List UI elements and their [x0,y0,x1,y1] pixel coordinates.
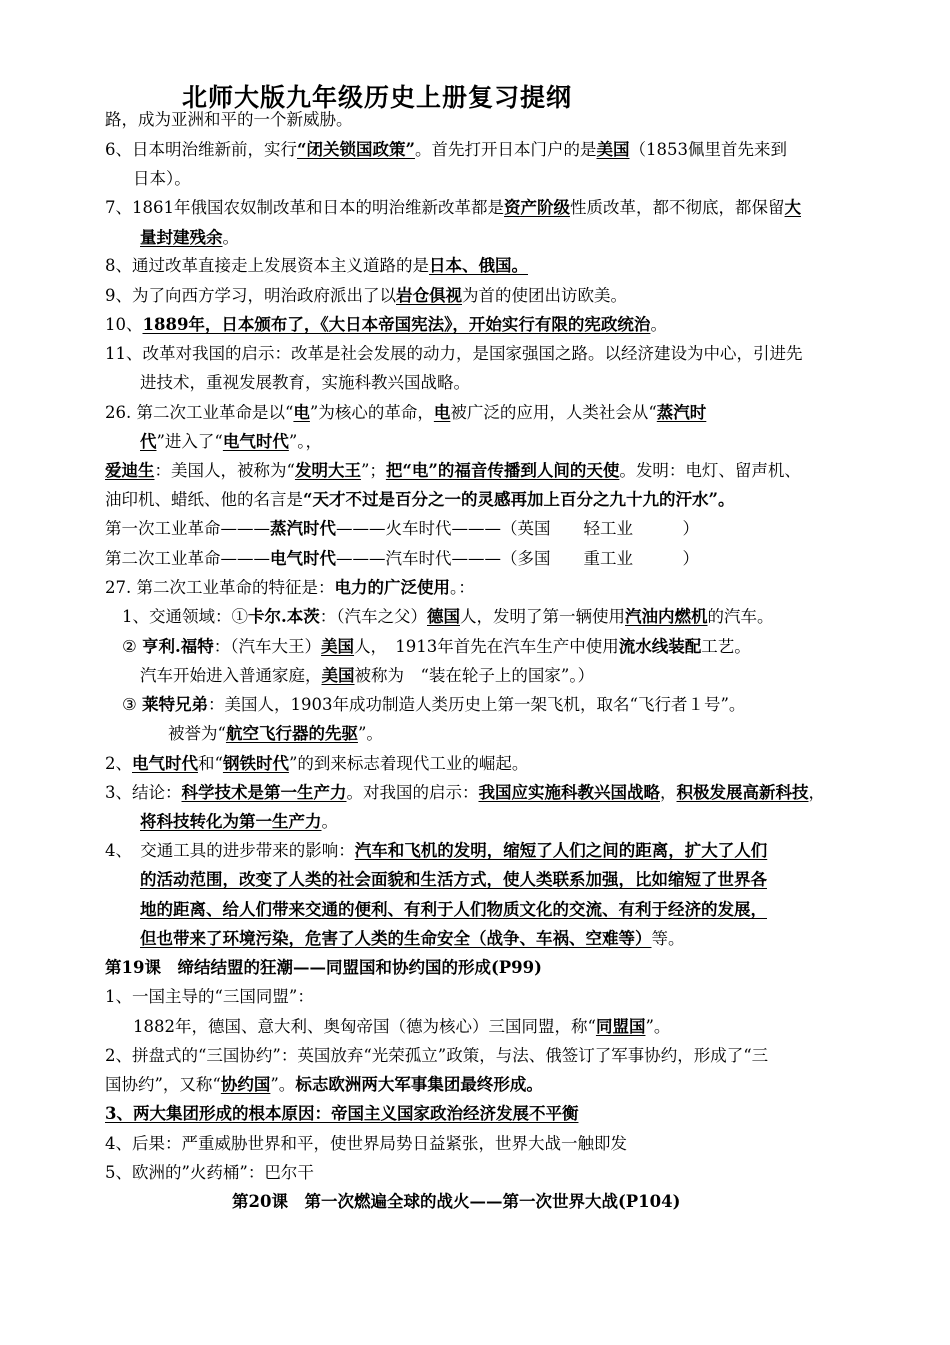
text-line [105,255,528,277]
text-line [140,372,470,394]
text-segment: ”的到来标志着现代工业的崛起。 [288,754,529,773]
text-segment: ② [122,637,143,656]
text-line [140,431,322,453]
text-line [105,957,542,979]
text-segment: 1889年，日本颁布了，《大日本帝国宪法》，开始实行有限的宪政统治 [142,315,651,334]
text-segment: 协约国 [220,1075,271,1094]
text-segment: 5、欧洲的”火药桶”：巴尔干 [105,1163,314,1182]
text-line [140,869,767,891]
text-line [105,1045,768,1067]
text-segment: ：美国人，1903年成功制造人类历史上第一架飞机，取名“飞行者１号”。 [208,695,746,714]
text-segment: 莱特兄弟 [142,695,209,714]
text-segment: 人， 1913年首先在汽车生产中使用 [354,637,619,656]
text-segment: 电气时代 [270,549,336,568]
text-segment: 第19课 缔结结盟的狂潮——同盟国和协约国的形成(P99) [105,958,542,977]
text-line [140,928,685,950]
text-segment: 工艺。 [701,637,751,656]
text-segment: ：（汽车大王） [213,637,322,656]
text-line [122,694,745,716]
text-line [105,753,528,775]
text-segment: ”。 [357,724,383,743]
text-segment: 日本）。 [133,169,191,188]
text-segment: 人，发明了第一辆使用 [460,607,625,626]
text-segment: 卡尔.本茨 [248,607,320,626]
text-line [122,636,751,658]
text-line [105,1133,627,1155]
text-segment: 。对我国的启示： [346,783,479,802]
text-segment: ”为核心的革命， [309,403,434,422]
text-segment: 积极发展高新科技 [676,783,809,802]
text-line [105,577,475,599]
text-segment: 为首的使团出访欧美。 [462,286,627,305]
text-segment: 10、 [105,315,143,334]
text-line [105,782,825,804]
text-line [168,723,383,745]
text-segment: 电气时代 [132,754,198,773]
text-line [105,1103,578,1125]
text-line [140,811,338,833]
text-segment: 4、 交通工具的进步带来的影响： [105,841,355,860]
text-line [133,168,191,190]
text-segment: 1882年，德国、意大利、奥匈帝国（德为核心）三国同盟，称“ [133,1017,596,1036]
text-line [105,314,667,336]
text-segment: 量封建残余 [140,228,223,247]
text-segment: ， [808,783,825,802]
text-segment: 的活动范围，改变了人类的社会面貌和生活方式，使人类联系加强，比如缩短了世界各 [140,870,767,889]
text-segment: 。发明：电灯、留声机、 [619,461,801,480]
text-line [105,460,801,482]
text-segment: 爱迪生 [105,461,155,480]
text-segment: 8、通过改革直接走上发展资本主义道路的是 [105,256,429,275]
text-segment: 美国 [321,666,355,685]
text-segment: 第20课 第一次燃遍全球的战火——第一次世界大战(P104) [232,1192,681,1211]
text-segment: 流水线装配 [618,637,702,656]
text-line [105,489,734,511]
text-segment: ”。 [645,1017,671,1036]
text-segment: 德国 [427,607,460,626]
text-line [105,840,767,862]
text-line [232,1191,680,1213]
text-segment: 的汽车。 [707,607,774,626]
text-segment: 第一次工业革命——— [105,519,270,538]
text-segment: 发明大王 [294,461,361,480]
text-segment: 汽油内燃机 [625,607,708,626]
text-segment: 同盟国 [595,1017,646,1036]
text-segment: 4、后果：严重威胁世界和平，使世界局势日益紧张，世界大战一触即发 [105,1134,627,1153]
text-segment: 岩仓俱视 [396,286,462,305]
text-segment: 电 [433,403,451,422]
text-line [105,285,627,307]
text-segment: 电力的广泛使用 [334,578,450,597]
text-segment: 等。 [651,929,685,948]
text-segment: 和“ [198,754,223,773]
text-segment: 电 [293,403,310,422]
text-segment: ———汽车时代———（多国 重工业 ） [336,549,699,568]
text-segment: 2、拼盘式的“三国协约”：英国放弃“光荣孤立”政策，与法、俄签订了军事协约，形成了“三 [105,1046,769,1065]
text-segment: 代 [140,432,157,451]
text-segment: 3、结论： [105,783,182,802]
text-segment: 路，成为亚洲和平的一个新威胁。 [105,110,353,129]
text-segment: 把“电”的福音传播到人间的天使 [385,461,620,480]
text-segment: 蒸汽时代 [270,519,336,538]
text-segment: 1、一国主导的“三国同盟”： [105,987,314,1006]
text-segment: ———火车时代———（英国 轻工业 ） [336,519,699,538]
text-segment: ”。 [270,1075,296,1094]
text-segment: 航空飞行器的先驱 [225,724,358,743]
text-line [105,1074,543,1096]
text-line [105,109,353,131]
text-segment: 7、1861年俄国农奴制改革和日本的明治维新改革都是 [105,198,504,217]
text-line [133,1016,670,1038]
text-segment: 日本、俄国。 [429,256,528,275]
text-segment: 2、 [105,754,132,773]
text-segment: 第二次工业革命——— [105,549,270,568]
text-segment: 蒸汽时 [656,403,707,422]
text-segment: 6、日本明治维新前，实行 [105,140,297,159]
text-segment: “闭关锁国政策” [297,140,415,159]
text-segment: 3、两大集团形成的根本原因：帝国主义国家政治经济发展不平衡 [105,1104,579,1123]
text-segment: （1853佩里首先来到 [629,140,787,159]
text-line [105,343,803,365]
text-segment: 。 [321,812,338,831]
text-segment: 标志欧洲两大军事集团最终形成。 [295,1075,543,1094]
text-segment: 美国 [596,140,630,159]
text-segment: 但也带来了环境污染，危害了人类的生命安全（战争、车祸、空难等） [140,929,652,948]
text-segment: 汽车开始进入普通家庭， [140,666,322,685]
text-line [140,899,767,921]
text-segment: 11、改革对我国的启示：改革是社会发展的动力，是国家强国之路。以经济建设为中心，引进先 [105,344,803,363]
text-line [122,606,774,628]
text-segment: 。 [222,228,239,247]
text-segment: 钢铁时代 [222,754,289,773]
text-segment: ：美国人，被称为“ [154,461,295,480]
text-segment: 地的距离、给人们带来交通的便利、有利于人们物质文化的交流、有利于经济的发展， [140,900,767,919]
text-segment: 26. 第二次工业革命是以“ [105,403,294,422]
text-segment: 9、为了向西方学习，明治政府派出了以 [105,286,396,305]
text-line [105,1162,314,1184]
text-segment: ， [660,783,677,802]
text-segment: 将科技转化为第一生产力 [140,812,322,831]
text-segment: 汽车和飞机的发明，缩短了人们之间的距离，扩大了人们 [354,841,768,860]
text-segment: 27. 第二次工业革命的特征是： [105,578,335,597]
text-line [105,402,706,424]
text-segment: 大 [784,198,801,217]
text-segment: 美国 [321,637,355,656]
text-line [105,139,787,161]
text-segment: ”。， [288,432,323,451]
text-segment: ”进入了“ [156,432,223,451]
text-segment: 。： [450,578,475,597]
text-segment: 油印机、蜡纸、他的名言是 [105,490,303,509]
text-segment: “天才不过是百分之一的灵感再加上百分之九十九的汗水”。 [303,490,735,509]
text-segment: ：（汽车之父） [319,607,427,626]
text-segment: 国协约”，又称“ [105,1075,221,1094]
text-segment: 亨利.福特 [142,637,214,656]
text-segment: 。 [650,315,667,334]
text-line [105,518,699,540]
document-title: 北师大版九年级历史上册复习提纲 [182,83,573,112]
text-segment: 被广泛的应用，人类社会从“ [450,403,657,422]
text-segment: ③ [122,695,143,714]
text-segment: 被誉为“ [168,724,226,743]
text-segment: 我国应实施科教兴国战略 [478,783,660,802]
text-line [105,548,699,570]
text-segment: 1、交通领域：① [122,607,248,626]
text-line [140,227,239,249]
text-segment: 性质改革，都不彻底，都保留 [570,198,785,217]
text-segment: 资产阶级 [504,198,570,217]
text-segment: 进技术，重视发展教育，实施科教兴国战略。 [140,373,470,392]
text-segment: 被称为 “装在轮子上的国家”。） [354,666,595,685]
text-segment: 科学技术是第一生产力 [181,783,347,802]
text-segment: ”； [360,461,386,480]
text-segment: 。首先打开日本门户的是 [414,140,597,159]
text-segment: 电气时代 [222,432,289,451]
text-line [105,197,801,219]
text-line [105,986,314,1008]
text-line [140,665,594,687]
